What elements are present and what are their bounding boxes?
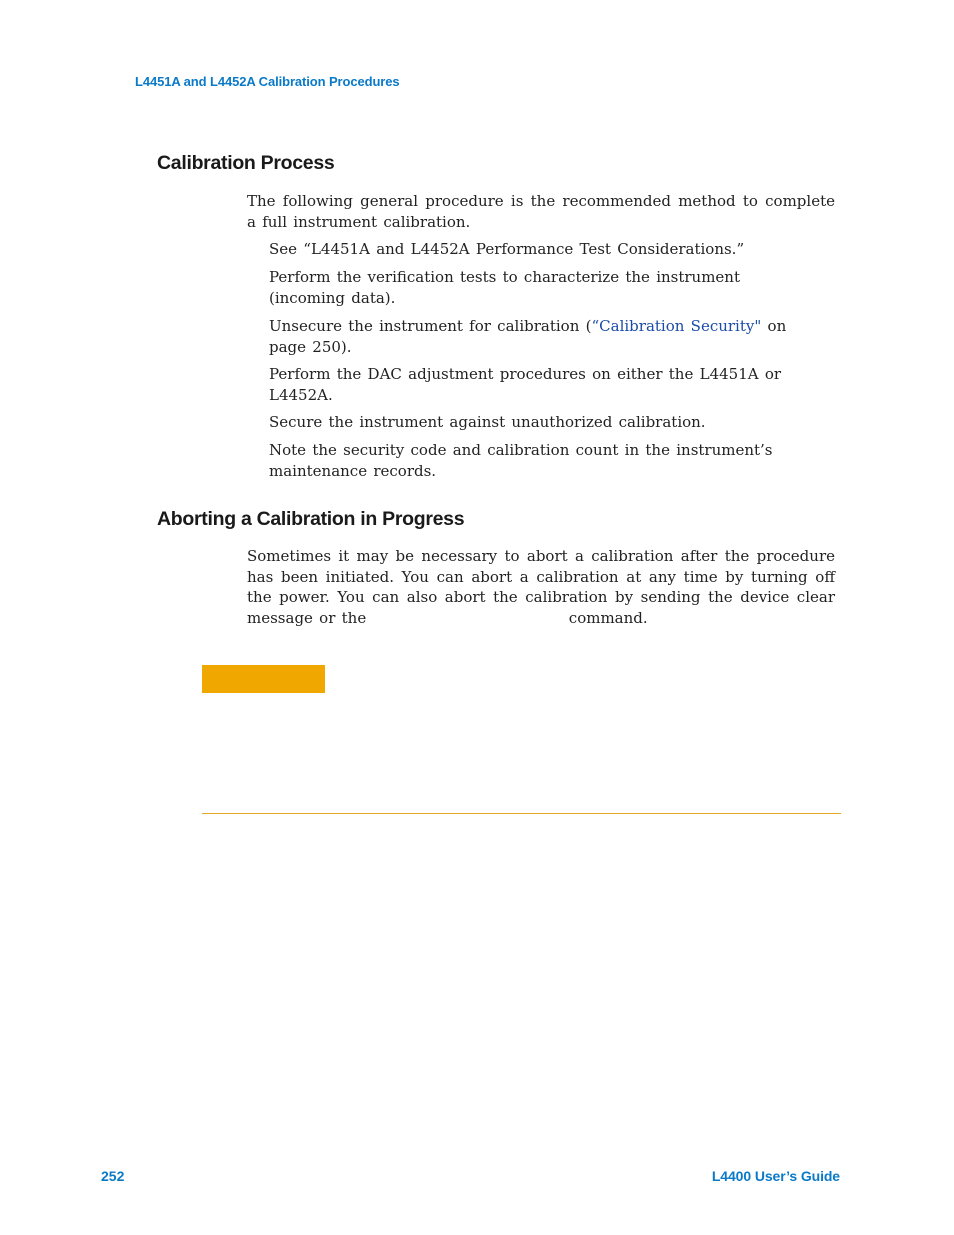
step-6: Note the security code and calibration count in the instrument’s maintenance records. xyxy=(269,441,773,480)
step-1: See “L4451A and L4452A Performance Test Considerations.” xyxy=(269,240,745,258)
step-2: Perform the verification tests to characterize the instrument (incoming data). xyxy=(269,268,740,307)
section-title-calibration-process: Calibration Process xyxy=(157,152,335,174)
aborting-body-text: Sometimes it may be necessary to abort a calibration after the procedure has been initiated. You can abort a calibration at any time by turning off the power. You can also abort the calibration by sending the device clear message or the xyxy=(247,547,835,627)
step-4: Perform the DAC adjustment procedures on either the L4451A or L4452A. xyxy=(269,365,782,404)
aborting-body xyxy=(247,546,835,628)
footer-guide-title: L4400 User’s Guide xyxy=(711,1168,840,1184)
footer-page-number: 252 xyxy=(101,1168,125,1184)
calibration-security-link[interactable]: “Calibration Security" xyxy=(591,317,762,335)
step-3-text-after: on page 250). xyxy=(269,317,787,356)
caution-label-tab xyxy=(202,665,325,693)
step-3-text-before: Unsecure the instrument for calibration ( xyxy=(269,317,592,335)
running-header: L4451A and L4452A Calibration Procedures xyxy=(135,74,400,89)
section-title-aborting: Aborting a Calibration in Progress xyxy=(157,508,465,530)
step-5: Secure the instrument against unauthorized calibration. xyxy=(269,413,706,431)
caution-bottom-rule xyxy=(202,813,841,814)
calibration-process-intro: The following general procedure is the recommended method to complete a full instrument calibration. xyxy=(247,192,835,231)
step-3 xyxy=(269,316,814,357)
aborting-body-command-word: command. xyxy=(568,608,648,627)
